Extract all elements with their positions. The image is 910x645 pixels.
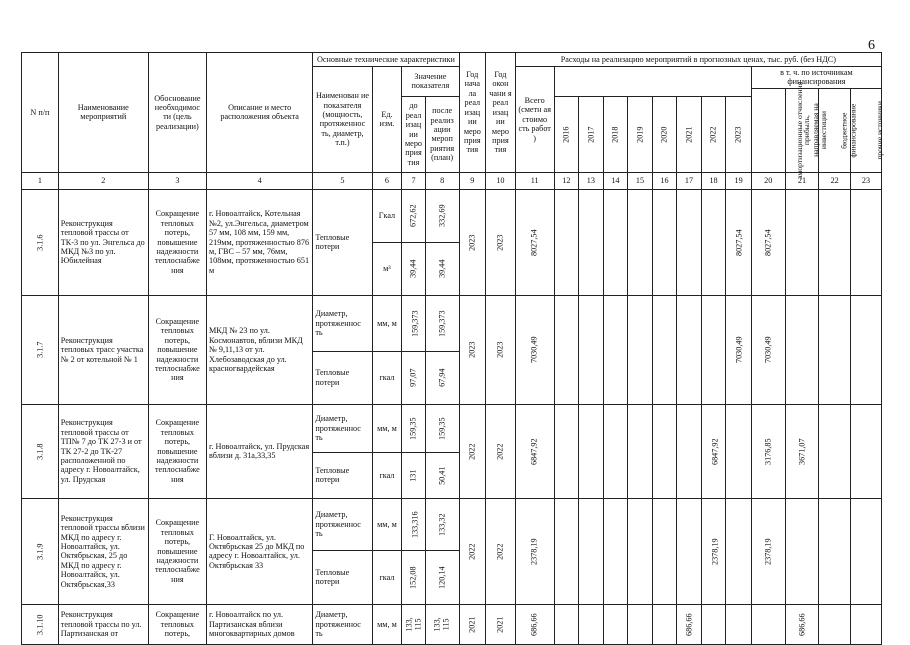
- row-indicator: Тепловые потери: [313, 550, 372, 604]
- row-start: 2023: [459, 189, 486, 295]
- row-number: 3.1.10: [22, 604, 59, 644]
- row-y2022: 2378,19: [701, 498, 726, 604]
- hdr-source-budget: бюджетное финансирование: [819, 88, 851, 172]
- row-src-other: [851, 604, 882, 644]
- column-number: 11: [515, 172, 554, 189]
- row-y2016: [554, 498, 579, 604]
- column-number: 5: [313, 172, 372, 189]
- table-row: [22, 604, 882, 644]
- hdr-unit: Ед. изм.: [372, 67, 402, 173]
- hdr-n: N п/п: [22, 53, 59, 173]
- column-number: 15: [628, 172, 653, 189]
- row-y2016: [554, 189, 579, 295]
- row-after: 133,32: [425, 498, 459, 550]
- row-before: 672,62: [402, 189, 426, 242]
- row-y2019: [628, 295, 653, 404]
- row-y2019: [628, 498, 653, 604]
- row-reason: Сокращение тепловых потерь, повышение надежности теплоснабже ния: [148, 295, 206, 404]
- hdr-desc: Описание и место расположения объекта: [207, 53, 313, 173]
- row-y2022: [701, 189, 726, 295]
- column-number: 3: [148, 172, 206, 189]
- row-y2020: [652, 604, 677, 644]
- hdr-years-blank: [554, 67, 751, 97]
- row-src-profit: [785, 295, 819, 404]
- hdr-source-other: прочие источники: [851, 88, 882, 172]
- row-unit: м³: [372, 242, 402, 295]
- column-number: 20: [751, 172, 785, 189]
- row-unit: мм, м: [372, 404, 402, 452]
- row-src-profit: 3671,07: [785, 404, 819, 498]
- row-start: 2023: [459, 295, 486, 404]
- row-indicator: Диаметр, протяженнос ть: [313, 498, 372, 550]
- row-after: 332,69: [425, 189, 459, 242]
- row-end: 2022: [486, 404, 516, 498]
- row-y2021: 686,66: [677, 604, 702, 644]
- page-number: 6: [868, 38, 875, 53]
- hdr-start-year: Год нача ла реал изац ии меро прия тия: [459, 53, 486, 173]
- row-name: Реконструкция тепловой трассы от ТК-3 по ул. Энгельса до МКД №3 по ул. Юбилейная: [58, 189, 148, 295]
- row-start: 2022: [459, 404, 486, 498]
- row-y2023: [726, 498, 752, 604]
- row-number: 3.1.6: [22, 189, 59, 295]
- column-number: 17: [677, 172, 702, 189]
- row-src-other: [851, 295, 882, 404]
- hdr-year-2021: 2021: [677, 96, 702, 172]
- row-src-other: [851, 189, 882, 295]
- row-desc: Г. Новоалтайск, ул. Октябрьская 25 до МКД по адресу г. Новоалтайск, ул. Октябрьская 33: [207, 498, 313, 604]
- row-y2023: [726, 604, 752, 644]
- row-y2017: [579, 189, 604, 295]
- column-number: 22: [819, 172, 851, 189]
- row-src-budget: [819, 404, 851, 498]
- row-y2017: [579, 404, 604, 498]
- row-unit: гкал: [372, 351, 402, 404]
- document-sheet: [21, 52, 882, 639]
- row-unit: мм, м: [372, 295, 402, 351]
- expenses-table: [21, 52, 882, 645]
- column-number: 4: [207, 172, 313, 189]
- hdr-source-profit: прибыль, направляемая на инвестиции: [785, 88, 819, 172]
- row-y2018: [603, 604, 628, 644]
- row-after: 39,44: [425, 242, 459, 295]
- row-src-profit: [785, 498, 819, 604]
- column-number: 13: [579, 172, 604, 189]
- column-number: 2: [58, 172, 148, 189]
- row-y2023: [726, 404, 752, 498]
- row-y2016: [554, 604, 579, 644]
- row-y2020: [652, 189, 677, 295]
- column-number: 7: [402, 172, 426, 189]
- row-before: 152,08: [402, 550, 426, 604]
- hdr-total: Всего (сметн ая стоимо сть работ ): [515, 67, 554, 173]
- row-desc: г. Новоалтайск, Котельная №2, ул.Энгельса, диаметром 57 мм, 108 мм, 159 мм, 219мм, протяженностью 876 м, ГВС – 57 мм, 76мм, 108мм, протяженностью 651 м: [207, 189, 313, 295]
- row-desc: г. Новоалтайск, ул. Прудская вблизи д. 31а,33,35: [207, 404, 313, 498]
- row-desc: МКД № 23 по ул. Космонавтов, вблизи МКД № 9,11,13 от ул. Хлебозаводская до ул. красногвардейская: [207, 295, 313, 404]
- row-src-depr: 7030,49: [751, 295, 785, 404]
- row-y2020: [652, 498, 677, 604]
- row-after: 133, 115: [425, 604, 459, 644]
- row-y2021: [677, 295, 702, 404]
- row-reason: Сокращение тепловых потерь, повышение надежности теплоснабже ния: [148, 189, 206, 295]
- row-reason: Сокращение тепловых потерь,: [148, 604, 206, 644]
- row-y2017: [579, 498, 604, 604]
- hdr-expenses-group: Расходы на реализацию мероприятий в прогнозных ценах, тыс. руб. (без НДС): [515, 53, 881, 67]
- row-y2020: [652, 295, 677, 404]
- row-src-budget: [819, 295, 851, 404]
- row-number: 3.1.8: [22, 404, 59, 498]
- table-row: [22, 498, 882, 550]
- row-y2021: [677, 189, 702, 295]
- row-after: 67,94: [425, 351, 459, 404]
- row-y2016: [554, 295, 579, 404]
- row-unit: гкал: [372, 550, 402, 604]
- row-indicator: Диаметр, протяженнос ть: [313, 404, 372, 452]
- row-y2016: [554, 404, 579, 498]
- row-src-profit: [785, 189, 819, 295]
- row-desc: г. Новоалтайск по ул. Партизанская вблизи многоквартирных домов: [207, 604, 313, 644]
- row-total: 2378,19: [515, 498, 554, 604]
- row-name: Реконструкция тепловой трассы от ТП№ 7 до ТК 27-3 и от ТК 27-2 до ТК-27 расположенной по адресу г. Новоалтайск, ул. Прудская: [58, 404, 148, 498]
- row-src-depr: 2378,19: [751, 498, 785, 604]
- row-total: 7030,49: [515, 295, 554, 404]
- row-src-budget: [819, 498, 851, 604]
- hdr-reason: Обоснование необходимос ти (цель реализации): [148, 53, 206, 173]
- row-y2019: [628, 604, 653, 644]
- row-unit: Гкал: [372, 189, 402, 242]
- row-after: 50,41: [425, 452, 459, 498]
- row-number: 3.1.7: [22, 295, 59, 404]
- row-src-depr: [751, 604, 785, 644]
- row-src-other: [851, 498, 882, 604]
- hdr-tech-group: Основные технические характеристики: [313, 53, 459, 67]
- row-y2019: [628, 404, 653, 498]
- row-y2020: [652, 404, 677, 498]
- row-before: 97,07: [402, 351, 426, 404]
- row-y2021: [677, 498, 702, 604]
- row-indicator: Диаметр, протяженнос ть: [313, 604, 372, 644]
- row-y2023: 7030,49: [726, 295, 752, 404]
- column-number: 16: [652, 172, 677, 189]
- row-y2018: [603, 189, 628, 295]
- row-indicator: Тепловые потери: [313, 189, 372, 295]
- row-y2022: [701, 604, 726, 644]
- row-before: 133,316: [402, 498, 426, 550]
- row-y2018: [603, 498, 628, 604]
- row-before: 159,35: [402, 404, 426, 452]
- row-src-profit: 686,66: [785, 604, 819, 644]
- row-start: 2022: [459, 498, 486, 604]
- row-y2017: [579, 295, 604, 404]
- column-number: 21: [785, 172, 819, 189]
- column-number: 14: [603, 172, 628, 189]
- column-number: 10: [486, 172, 516, 189]
- row-total: 8027,54: [515, 189, 554, 295]
- row-y2022: 6847,92: [701, 404, 726, 498]
- row-indicator: Тепловые потери: [313, 351, 372, 404]
- row-name: Реконструкция тепловой трассы по ул. Партизанская от: [58, 604, 148, 644]
- column-number: 18: [701, 172, 726, 189]
- row-src-other: [851, 404, 882, 498]
- row-total: 686,66: [515, 604, 554, 644]
- column-number: 12: [554, 172, 579, 189]
- row-y2022: [701, 295, 726, 404]
- row-start: 2021: [459, 604, 486, 644]
- column-number: 8: [425, 172, 459, 189]
- hdr-year-2019: 2019: [628, 96, 653, 172]
- row-src-depr: 3176,85: [751, 404, 785, 498]
- hdr-value-group: Значение показателя: [402, 67, 459, 97]
- hdr-year-2022: 2022: [701, 96, 726, 172]
- column-number: 1: [22, 172, 59, 189]
- hdr-indicator: Наименован ие показателя (мощность, протяженнос ть, диаметр, т.п.): [313, 67, 372, 173]
- row-name: Реконструкция тепловых трасс участка № 2 от котельной № 1: [58, 295, 148, 404]
- row-before: 39,44: [402, 242, 426, 295]
- hdr-year-2023: 2023: [726, 96, 752, 172]
- column-number: 6: [372, 172, 402, 189]
- row-before: 131: [402, 452, 426, 498]
- hdr-after: после реализ ации мероп риятия (план): [425, 96, 459, 172]
- hdr-year-2018: 2018: [603, 96, 628, 172]
- row-unit: мм, м: [372, 498, 402, 550]
- column-number: 19: [726, 172, 752, 189]
- row-end: 2022: [486, 498, 516, 604]
- row-after: 120,14: [425, 550, 459, 604]
- hdr-name: Наименование мероприятий: [58, 53, 148, 173]
- row-y2018: [603, 404, 628, 498]
- hdr-source-depreciation: амортизационные отчисления: [751, 88, 785, 172]
- row-src-budget: [819, 189, 851, 295]
- table-row: [22, 295, 882, 351]
- table-row: [22, 404, 882, 452]
- row-y2018: [603, 295, 628, 404]
- row-before: 159,373: [402, 295, 426, 351]
- row-before: 133, 115: [402, 604, 426, 644]
- row-y2021: [677, 404, 702, 498]
- row-end: 2021: [486, 604, 516, 644]
- column-number: 23: [851, 172, 882, 189]
- row-indicator: Диаметр, протяженнос ть: [313, 295, 372, 351]
- row-y2023: 8027,54: [726, 189, 752, 295]
- hdr-year-2020: 2020: [652, 96, 677, 172]
- hdr-before: до реал изац ии меро прия тия: [402, 96, 426, 172]
- row-total: 6847,92: [515, 404, 554, 498]
- row-unit: гкал: [372, 452, 402, 498]
- row-src-depr: 8027,54: [751, 189, 785, 295]
- column-number-row: [22, 172, 882, 189]
- hdr-year-2016: 2016: [554, 96, 579, 172]
- row-number: 3.1.9: [22, 498, 59, 604]
- row-after: 159,35: [425, 404, 459, 452]
- row-after: 159,373: [425, 295, 459, 351]
- hdr-year-2017: 2017: [579, 96, 604, 172]
- row-y2019: [628, 189, 653, 295]
- hdr-sources-group: в т. ч. по источникам финансирования: [751, 67, 881, 89]
- column-number: 9: [459, 172, 486, 189]
- row-end: 2023: [486, 189, 516, 295]
- table-row: [22, 189, 882, 242]
- row-y2017: [579, 604, 604, 644]
- row-indicator: Тепловые потери: [313, 452, 372, 498]
- row-reason: Сокращение тепловых потерь, повышение надежности теплоснабже ния: [148, 498, 206, 604]
- row-src-budget: [819, 604, 851, 644]
- row-reason: Сокращение тепловых потерь, повышение надежности теплоснабже ния: [148, 404, 206, 498]
- row-unit: мм, м: [372, 604, 402, 644]
- hdr-end-year: Год окон чани я реал изац ии меро прия тия: [486, 53, 516, 173]
- row-name: Реконструкция тепловой трассы вблизи МКД по адресу г. Новоалтайск, ул. Октябрьская, 25 до МКД по адресу г. Новоалтайск, ул. Октябрьская,33: [58, 498, 148, 604]
- row-end: 2023: [486, 295, 516, 404]
